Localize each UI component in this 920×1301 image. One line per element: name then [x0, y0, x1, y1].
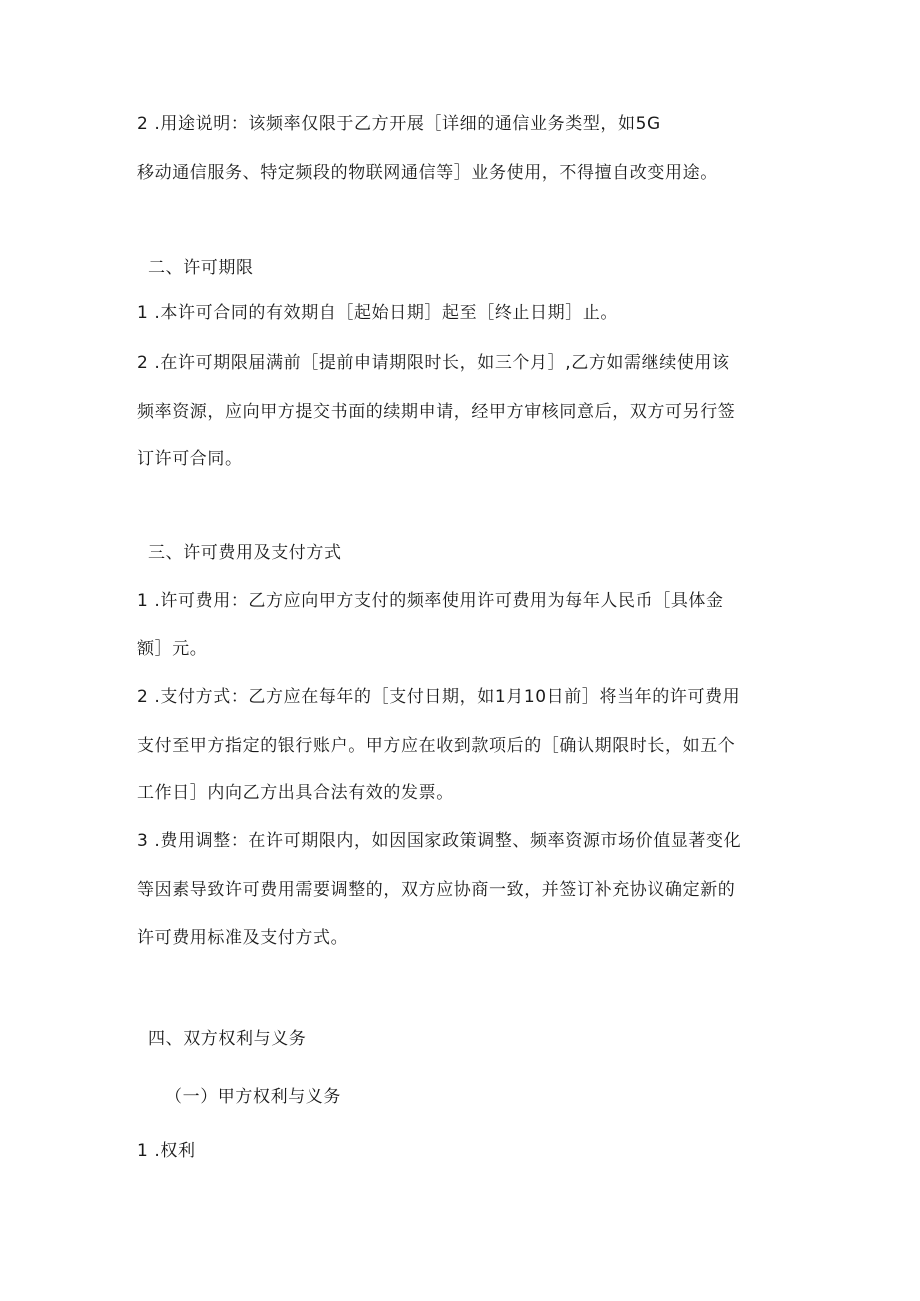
sec3-item3-line2: 等因素导致许可费用需要调整的，双方应协商一致，并签订补充协议确定新的	[137, 880, 736, 900]
sec3-item3-line3: 许可费用标准及支付方式。	[137, 928, 349, 948]
sec3-item2-line2: 支付至甲方指定的银行账户。甲方应在收到款项后的［确认期限时长，如五个	[137, 736, 736, 756]
sec2-item2-line1: 2 .在许可期限届满前［提前申请期限时长，如三个月］,乙方如需继续使用该	[137, 353, 730, 373]
sec2-item1: 1 .本许可合同的有效期自［起始日期］起至［终止日期］止。	[137, 303, 619, 323]
sec1-item2-line1: 2 .用途说明：该频率仅限于乙方开展［详细的通信业务类型，如5G	[137, 114, 661, 134]
sec4-sub1-item1: 1 .权利	[137, 1141, 196, 1161]
sec1-item2-line2: 移动通信服务、特定频段的物联网通信等］业务使用，不得擅自改变用途。	[137, 163, 718, 183]
sec3-item1-line1: 1 .许可费用：乙方应向甲方支付的频率使用许可费用为每年人民币［具体金	[137, 591, 724, 611]
section-heading-term: 二、许可期限	[148, 258, 254, 278]
sec3-item2-line3: 工作日］内向乙方出具合法有效的发票。	[137, 783, 454, 803]
section-heading-rights: 四、双方权利与义务	[148, 1029, 307, 1049]
sec3-item3-line1: 3 .费用调整：在许可期限内，如因国家政策调整、频率资源市场价值显著变化	[137, 831, 742, 851]
sec3-item1-line2: 额］元。	[137, 639, 208, 659]
sec2-item2-line3: 订许可合同。	[137, 449, 243, 469]
sec3-item2-line1: 2 .支付方式：乙方应在每年的［支付日期，如1月10日前］将当年的许可费用	[137, 687, 741, 707]
sec2-item2-line2: 频率资源，应向甲方提交书面的续期申请，经甲方审核同意后，双方可另行签	[137, 402, 736, 422]
section-heading-fees: 三、许可费用及支付方式	[148, 543, 342, 563]
subsection-heading-party-a: （一）甲方权利与义务	[165, 1087, 341, 1107]
